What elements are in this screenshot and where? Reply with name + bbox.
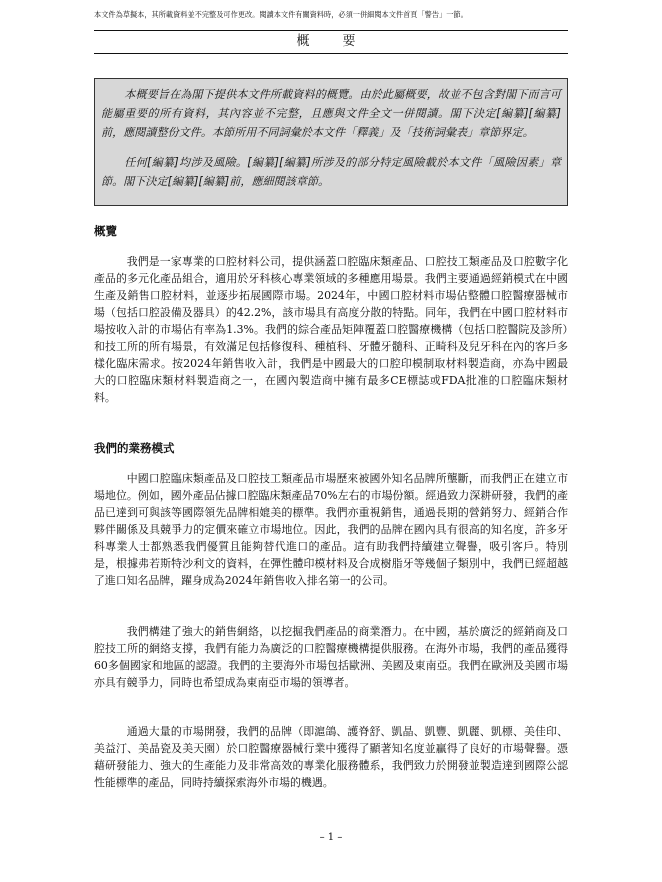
draft-warning-notice: 本文件為草擬本，其所載資料並不完整及可作更改。閱讀本文件有關資料時，必須一併細閱本文件首頁「警告」一節。: [94, 10, 468, 19]
page-title: 概 要: [296, 34, 366, 49]
overview-paragraph: 我們是一家專業的口腔材料公司，提供涵蓋口腔臨床類產品、口腔技工類產品及口腔數字化產品的多元化產品組合，適用於牙科核心專業領域的多種應用場景。我們主要通過經銷模式在中國生產及銷售口腔材料，並逐步拓展國際市場。2024年，中國口腔材料市場佔整體口腔醫療器械市場（包括口腔設備及器具）的42.2%，該市場具有高度分散的特點。同年，我們在中國口腔材料市場按收入計的市場佔有率為1.3%。我們的綜合產品矩陣覆蓋口腔醫療機構（包括口腔醫院及診所）和技工所的所有場景，有效滿足包括修復科、種植科、牙體牙髓科、正畸科及兒牙科在內的客戶多樣化臨床需求。按2024年銷售收入計，我們是中國最大的口腔印模制取材料製造商，亦為中國最大的口腔臨床類材料製造商之一，在國內製造商中擁有最多CE標誌或FDA批准的口腔臨床類材料。: [94, 255, 568, 404]
title-rule-frame: [94, 30, 568, 54]
business-model-paragraph-2: 我們構建了強大的銷售網絡，以挖掘我們產品的商業潛力。在中國，基於廣泛的經銷商及口腔技工所的網絡支撐，我們有能力為廣泛的口腔醫療機構提供服務。在海外市場，我們的產品獲得60多個國家和地區的認證。我們的主要海外市場包括歐洲、美國及東南亞。我們在歐洲及美國市場亦具有競爭力，同時也希望成為東南亞市場的領導者。: [94, 625, 568, 689]
risk-disclaimer-paragraph: 任何[編纂]均涉及風險。[編纂][編纂]所涉及的部分特定風險載於本文件「風險因素」章節。閣下決定[編纂][編纂]前，應細閱該章節。: [101, 156, 561, 188]
business-model-paragraph-3: 通過大量的市場開發，我們的品牌（即滬鴿、護脊舒、凱晶、凱豐、凱麗、凱標、美佳印、美益汀、美晶瓷及美天園）於口腔醫療器械行業中獲得了顯著知名度並贏得了良好的市場聲譽。憑藉研發能力、強大的生產能力及非常高效的專業化服務體系，我們致力於開發並製造達到國際公認性能標準的產品，同時持續探索海外市場的機遇。: [94, 725, 568, 789]
overview-heading: 概覽: [94, 224, 117, 238]
summary-disclaimer-box: [94, 78, 568, 206]
page-number: – 1 –: [319, 832, 343, 843]
summary-disclaimer-paragraph: 本概要旨在為閣下提供本文件所載資料的概覽。由於此屬概要，故並不包含對閣下而言可能屬重要的所有資料，其內容並不完整，且應與文件全文一併閱讀。閣下決定[編纂][編纂]前，應閱讀整份文件。本節所用不同詞彙於本文件「釋義」及「技術詞彙表」章節界定。: [101, 88, 561, 139]
business-model-heading: 我們的業務模式: [94, 441, 175, 455]
business-model-paragraph-1: 中國口腔臨床類產品及口腔技工類產品市場歷來被國外知名品牌所壟斷，而我們正在建立市場地位。例如，國外產品佔據口腔臨床類產品70%左右的市場份額。經過致力深耕研發，我們的產品已達到可與該等國際領先品牌相媲美的標準。我們亦重視銷售，通過長期的營銷努力、經銷合作夥伴關係及具競爭力的定價來確立市場地位。因此，我們的品牌在國內具有很高的知名度，許多牙科專業人士都熟悉我們優質且能夠替代進口的產品。這有助我們持續建立聲譽，吸引客戶。特別是，根據弗若斯特沙利文的資料，在彈性體印模材料及合成樹脂牙等幾個子類別中，我們已經超越了進口知名品牌，躍身成為2024年銷售收入排名第一的公司。: [94, 472, 568, 587]
